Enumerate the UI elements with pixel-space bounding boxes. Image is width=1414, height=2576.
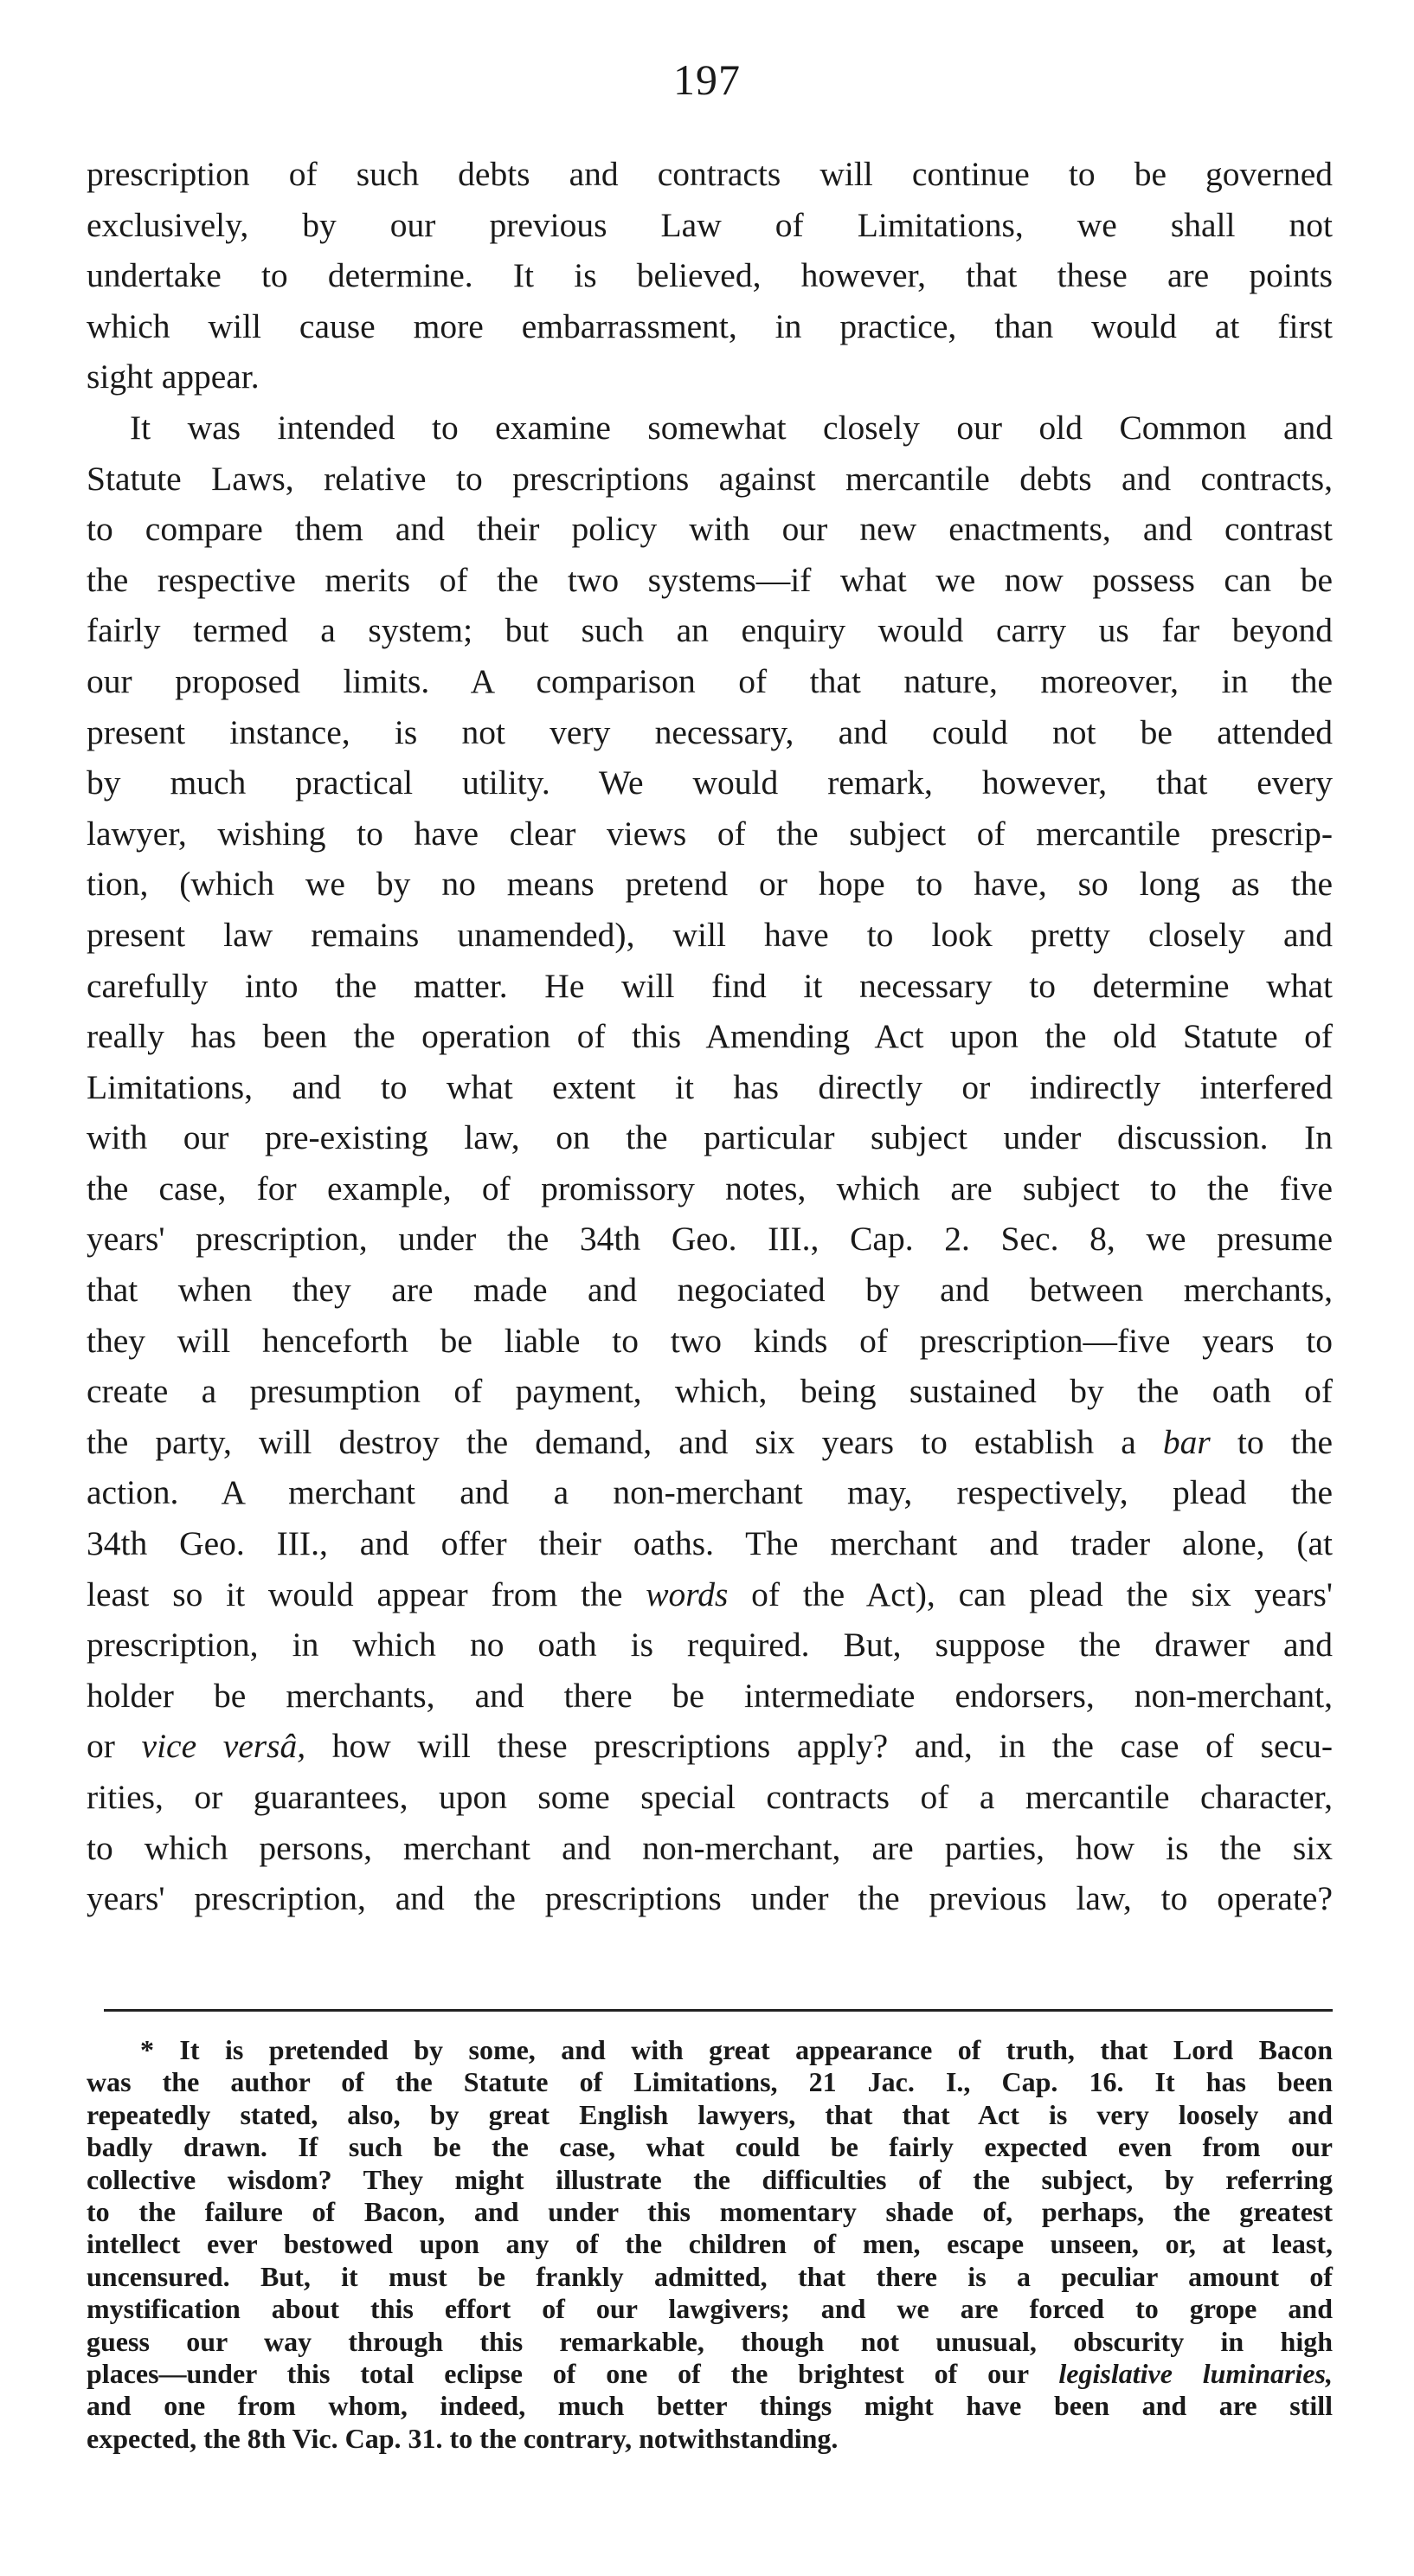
body-line: 34th Geo. III., and offer their oaths. The merchant and trader alone, (at xyxy=(87,1524,1333,1563)
body-line xyxy=(87,1569,1333,1620)
body-line: create a presumption of payment, which, being sustained by the oath of xyxy=(87,1372,1333,1411)
body-line: which will cause more embarrassment, in practice, than would at first xyxy=(87,306,1333,345)
body-line: undertake to determine. It is believed, however, that these are points xyxy=(87,256,1333,295)
body-line: carefully into the matter. He will find it necessary to determine what xyxy=(87,966,1333,1005)
footnote-line: collective wisdom? They might illustrate the difficulties of the subject, by referring xyxy=(87,2163,1333,2195)
body-line: prescription of such debts and contracts will continue to be governed xyxy=(87,155,1333,193)
body-line: action. A merchant and a non-merchant may, respectively, plead the xyxy=(87,1473,1333,1512)
body-line-segment: to the xyxy=(1237,1422,1334,1461)
body-line: that when they are made and negociated by and between merchants, xyxy=(87,1271,1333,1310)
body-line: our proposed limits. A comparison of that nature, moreover, in the xyxy=(87,661,1333,700)
footnote xyxy=(87,2034,1333,2455)
footnote-line-segment: places—under this total eclipse of one of the brightest of our xyxy=(87,2358,1029,2390)
body-line xyxy=(87,1417,1333,1468)
body-line: rities, or guarantees, upon some special contracts of a mercantile character, xyxy=(87,1778,1333,1816)
body-line: to compare them and their policy with our new enactments, and contrast xyxy=(87,510,1333,549)
body-line: present law remains unamended), will have to look pretty closely and xyxy=(87,915,1333,954)
body-line: prescription, in which no oath is required. But, suppose the drawer and xyxy=(87,1626,1333,1665)
footnote-line: was the author of the Statute of Limitations, 21 Jac. I., Cap. 16. It has been xyxy=(87,2066,1333,2098)
footnote-line: mystification about this effort of our lawgivers; and we are forced to grope and xyxy=(87,2293,1333,2325)
body-line: present instance, is not very necessary, and could not be attended xyxy=(87,712,1333,751)
body-line: sight appear. xyxy=(87,357,260,396)
body-line: really has been the operation of this Amending Act upon the old Statute of xyxy=(87,1017,1333,1056)
footnote-line: expected, the 8th Vic. Cap. 31. to the contrary, notwithstanding. xyxy=(87,2422,839,2454)
body-line-segment: how will these prescriptions apply? and, in the case of secu- xyxy=(331,1727,1334,1766)
body-line: they will henceforth be liable to two kinds of prescription—five years to xyxy=(87,1321,1333,1360)
body-line: years' prescription, under the 34th Geo. III., Cap. 2. Sec. 8, we presume xyxy=(87,1220,1333,1259)
body-line-segment: the party, will destroy the demand, and six years to establish a xyxy=(87,1422,1136,1461)
italic-word: words xyxy=(646,1575,729,1613)
body-text xyxy=(87,149,1333,1924)
body-line: years' prescription, and the prescriptions under the previous law, to operate? xyxy=(87,1879,1333,1918)
page-number: 197 xyxy=(673,55,741,104)
body-line-segment: or xyxy=(87,1727,115,1766)
body-line: Statute Laws, relative to prescriptions against mercantile debts and contracts, xyxy=(87,459,1333,498)
body-line: the case, for example, of promissory notes, which are subject to the five xyxy=(87,1169,1333,1208)
footnote-line: guess our way through this remarkable, though not unusual, obscurity in high xyxy=(87,2325,1333,2357)
body-line: fairly termed a system; but such an enquiry would carry us far beyond xyxy=(87,611,1333,650)
body-line: lawyer, wishing to have clear views of the subject of mercantile prescrip- xyxy=(87,814,1333,853)
footnote-divider xyxy=(104,2009,1333,2012)
body-line: tion, (which we by no means pretend or hope to have, so long as the xyxy=(87,865,1333,904)
body-line: It was intended to examine somewhat closely our old Common and xyxy=(130,408,1333,447)
body-line: the respective merits of the two systems—if what we now possess can be xyxy=(87,560,1333,599)
body-line: with our pre-existing law, on the particular subject under discussion. In xyxy=(87,1118,1333,1157)
body-line-segment: of the Act), can plead the six years' xyxy=(751,1575,1334,1613)
footnote-line: uncensured. But, it must be frankly admitted, that there is a peculiar amount of xyxy=(87,2260,1333,2292)
footnote-line: repeatedly stated, also, by great English lawyers, that that Act is very loosely and xyxy=(87,2098,1333,2130)
body-line xyxy=(87,1721,1333,1772)
footnote-line xyxy=(87,2358,1333,2390)
body-line: by much practical utility. We would remark, however, that every xyxy=(87,763,1333,802)
body-line: to which persons, merchant and non-merchant, are parties, how is the six xyxy=(87,1828,1333,1867)
body-line-segment: least so it would appear from the xyxy=(87,1575,623,1613)
footnote-line: intellect ever bestowed upon any of the children of men, escape unseen, or, at least, xyxy=(87,2228,1333,2260)
footnote-line: and one from whom, indeed, much better things might have been and are still xyxy=(87,2390,1333,2422)
footnote-line: * It is pretended by some, and with great appearance of truth, that Lord Bacon xyxy=(140,2034,1333,2065)
italic-phrase: legislative luminaries, xyxy=(1058,2358,1334,2390)
italic-word: vice versâ, xyxy=(141,1727,306,1766)
body-line: Limitations, and to what extent it has directly or indirectly interfered xyxy=(87,1067,1333,1106)
footnote-line: to the failure of Bacon, and under this momentary shade of, perhaps, the greatest xyxy=(87,2196,1333,2228)
body-line: holder be merchants, and there be intermediate endorsers, non-merchant, xyxy=(87,1676,1333,1715)
body-line: exclusively, by our previous Law of Limitations, we shall not xyxy=(87,205,1333,244)
italic-word: bar xyxy=(1162,1422,1211,1461)
footnote-line: badly drawn. If such be the case, what could be fairly expected even from our xyxy=(87,2131,1333,2163)
